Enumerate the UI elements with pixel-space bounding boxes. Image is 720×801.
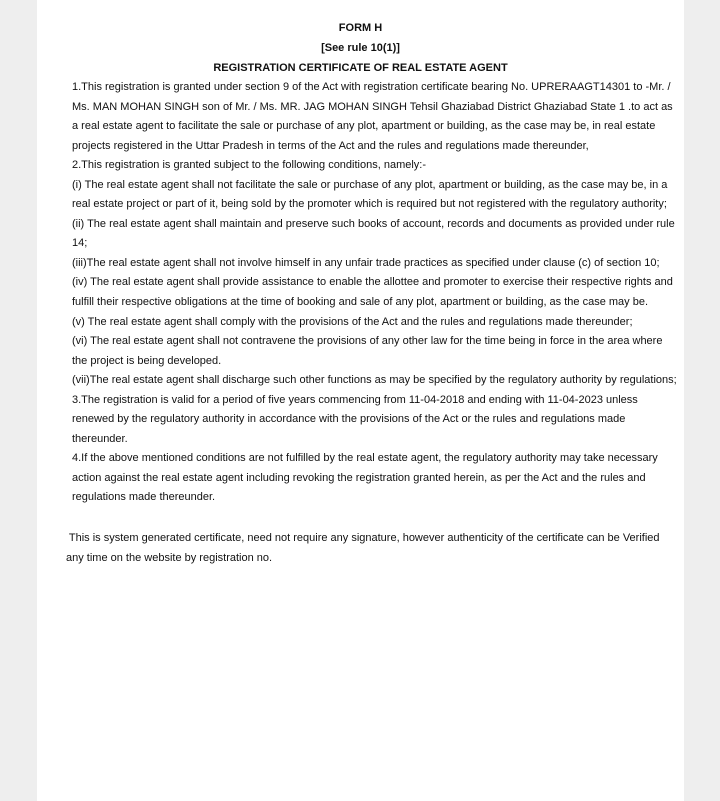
rule-reference: [See rule 10(1)] — [321, 42, 400, 54]
body-line: a real estate agent to facilitate the sale or purchase of any plot, apartment or building, as the case may be, in real estate — [72, 120, 656, 133]
body-line: the project is being developed. — [72, 354, 222, 367]
body-line: (i) The real estate agent shall not facilitate the sale or purchase of any plot, apartment or building, as the case may be, in a — [72, 178, 668, 191]
body-line: projects registered in the Uttar Pradesh in terms of the Act and the rules and regulations made thereunder, — [72, 139, 589, 152]
verification-note — [66, 529, 660, 568]
body-line: (iv) The real estate agent shall provide assistance to enable the allottee and promoter to exercise their respective rights and — [72, 276, 673, 289]
body-line: action against the real estate agent including revoking the registration granted herein, as per the Act and the rules and — [72, 471, 646, 484]
body-line: 2.This registration is granted subject to the following conditions, namely:- — [72, 159, 427, 172]
body-line: real estate project or part of it, being sold by the promoter which is required but not registered with the regulatory authority; — [72, 198, 667, 211]
body-line: fulfill their respective obligations at the time of booking and sale of any plot, apartment or building, as the case may be. — [72, 296, 648, 309]
certificate-title: REGISTRATION CERTIFICATE OF REAL ESTATE AGENT — [213, 62, 508, 74]
body-line: 4.If the above mentioned conditions are not fulfilled by the real estate agent, the regulatory authority may take necessary — [72, 452, 658, 465]
body-line: thereunder. — [72, 432, 128, 445]
body-line: (v) The real estate agent shall comply with the provisions of the Act and the rules and regulations made thereunder; — [72, 315, 633, 328]
body-line: (ii) The real estate agent shall maintain and preserve such books of account, records and documents as provided under rule — [72, 217, 675, 230]
document-page — [37, 0, 684, 801]
body-line: Ms. MAN MOHAN SINGH son of Mr. / Ms. MR. JAG MOHAN SINGH Tehsil Ghaziabad District Ghaziabad State 1 .to act as — [72, 100, 673, 113]
body-line: 3.The registration is valid for a period of five years commencing from 11-04-2018 and ending with 11-04-2023 unless — [72, 393, 638, 406]
body-line: regulations made thereunder. — [72, 491, 216, 504]
footer-line: This is system generated certificate, need not require any signature, however authenticity of the certificate can be Verified — [66, 532, 660, 544]
body-line: (vi) The real estate agent shall not contravene the provisions of any other law for the time being in force in the area where — [72, 335, 663, 348]
body-line: renewed by the regulatory authority in accordance with the provisions of the Act or the rules and regulations made — [72, 413, 626, 426]
footer-line: any time on the website by registration no. — [66, 551, 273, 564]
body-line: 14; — [72, 237, 88, 250]
body-line: 1.This registration is granted under section 9 of the Act with registration certificate bearing No. UPRERAAGT14301 to -Mr. / — [72, 81, 671, 93]
body-line: (iii)The real estate agent shall not involve himself in any unfair trade practices as specified under clause (c) of section 10; — [72, 256, 660, 269]
form-label: FORM H — [338, 22, 383, 34]
certificate-body — [72, 78, 677, 508]
body-line: (vii)The real estate agent shall discharge such other functions as may be specified by the regulatory authority by regulations; — [72, 374, 677, 387]
